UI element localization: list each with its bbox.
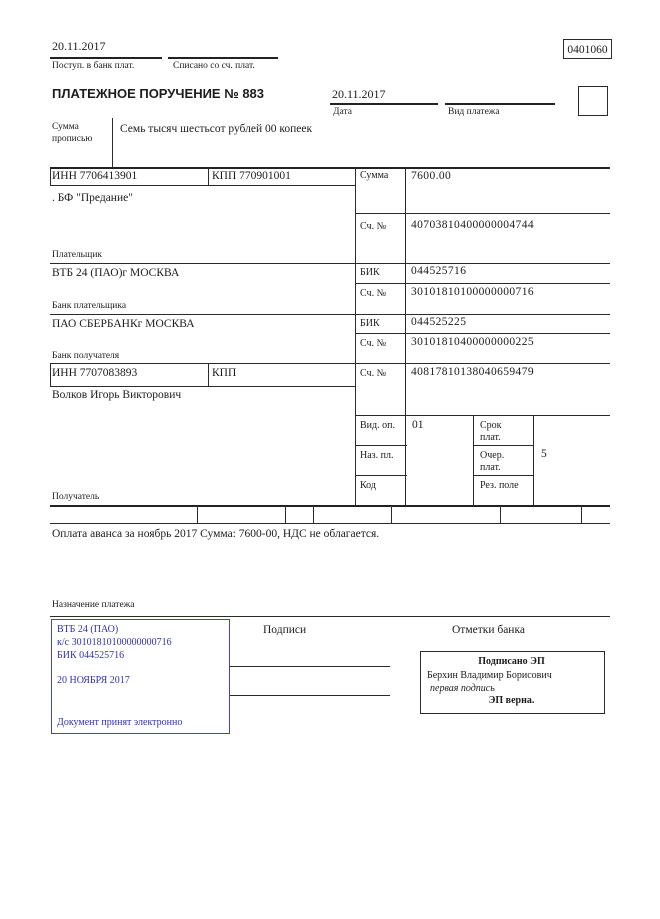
priority-label-line2: плат. [480, 462, 501, 473]
payer-bank-bik-label: БИК [360, 267, 380, 278]
date-underline [330, 103, 438, 105]
table-line [50, 314, 610, 315]
esign-signer-name: Берхин Владимир Борисович [427, 670, 552, 681]
signature-line [230, 666, 390, 667]
debited-from-account-label: Списано со сч. плат. [173, 61, 255, 71]
due-date-label-line2: плат. [480, 432, 501, 443]
esign-first-signature-note: первая подпись [430, 683, 495, 694]
blue-stamp-accepted-note: Документ принят электронно [57, 717, 183, 728]
table-line [50, 363, 51, 386]
payer-kpp: КПП 770901001 [212, 170, 291, 182]
table-line [355, 415, 610, 416]
amount-in-words-label-line1: Сумма [52, 122, 79, 132]
table-line [50, 386, 355, 387]
code-label: Код [360, 480, 376, 491]
beneficiary-bank-section-label: Банк получателя [52, 351, 120, 361]
table-line [473, 415, 474, 505]
table-line [355, 333, 610, 334]
beneficiary-bank-account-label: Сч. № [360, 338, 387, 349]
beneficiary-bank-bik-label: БИК [360, 318, 380, 329]
reserve-field-label: Рез. поле [480, 480, 519, 491]
table-line [473, 445, 534, 446]
table-line [50, 167, 51, 186]
payer-section-label: Плательщик [52, 250, 103, 260]
table-bottom-border [50, 505, 610, 507]
signature-line [230, 695, 390, 696]
table-line [197, 505, 198, 523]
table-line [285, 505, 286, 523]
table-line [391, 505, 392, 523]
amount-label: Сумма [360, 170, 389, 181]
operation-type-label: Вид. оп. [360, 420, 395, 431]
due-date-label-line1: Срок [480, 420, 502, 431]
debited-underline [168, 57, 278, 59]
blue-stamp-date: 20 НОЯБРЯ 2017 [57, 675, 130, 686]
payment-type-underline [445, 103, 555, 105]
table-line [533, 415, 534, 505]
esign-signed-label: Подписано ЭП [478, 656, 545, 667]
table-line [313, 505, 314, 523]
form-code-box [563, 39, 612, 59]
beneficiary-section-label: Получатель [52, 492, 100, 502]
table-line [473, 475, 534, 476]
beneficiary-bank-corr-account: 30101810400000000225 [411, 336, 534, 348]
esign-valid-note: ЭП верна. [488, 695, 535, 706]
table-line [50, 185, 355, 186]
document-date: 20.11.2017 [332, 87, 386, 101]
amount-in-words-divider [112, 118, 113, 168]
bank-marks-label: Отметки банка [452, 624, 525, 636]
table-line [50, 523, 610, 524]
priority-label-line1: Очер. [480, 450, 505, 461]
beneficiary-bank-name: ПАО СБЕРБАНКг МОСКВА [52, 318, 195, 330]
beneficiary-account-label: Сч. № [360, 368, 387, 379]
beneficiary-name: Волков Игорь Викторович [52, 389, 182, 401]
table-line [50, 263, 610, 264]
beneficiary-bank-bik: 044525225 [411, 316, 467, 328]
blue-stamp-bank-name: ВТБ 24 (ПАО) [57, 624, 119, 635]
payer-bank-bik: 044525716 [411, 265, 467, 277]
payment-type-label: Вид платежа [448, 107, 500, 117]
beneficiary-account: 40817810138040659479 [411, 366, 534, 378]
payer-account: 40703810400000004744 [411, 219, 534, 231]
payment-purpose-text: Оплата аванса за ноябрь 2017 Сумма: 7600-00, НДС не облагается. [52, 528, 380, 540]
operation-type-value: 01 [412, 419, 424, 431]
payment-type-box [578, 86, 608, 116]
payment-purpose-label: Назначение платежа [52, 600, 135, 610]
table-line [405, 167, 406, 505]
table-top-border [50, 167, 610, 169]
payer-bank-name: ВТБ 24 (ПАО)г МОСКВА [52, 267, 180, 279]
date-label: Дата [333, 107, 352, 117]
priority-value: 5 [541, 448, 547, 460]
received-in-bank-label: Поступ. в банк плат. [52, 61, 135, 71]
table-line [208, 167, 209, 186]
amount-in-words: Семь тысяч шестьсот рублей 00 копеек [120, 123, 313, 135]
table-line [50, 363, 610, 364]
purpose-code-label: Наз. пл. [360, 450, 394, 461]
table-line [500, 505, 501, 523]
payer-inn: ИНН 7706413901 [52, 170, 138, 182]
received-in-bank-date: 20.11.2017 [52, 39, 106, 53]
table-line [355, 167, 356, 505]
table-line [355, 445, 407, 446]
table-line [355, 475, 407, 476]
payer-bank-section-label: Банк плательщика [52, 301, 127, 311]
purpose-section-rule [50, 616, 610, 617]
payer-name: . БФ "Предание" [52, 192, 133, 204]
page-title: ПЛАТЕЖНОЕ ПОРУЧЕНИЕ № 883 [52, 86, 265, 101]
table-line [355, 283, 610, 284]
amount-value: 7600.00 [411, 170, 452, 182]
payer-account-label: Сч. № [360, 221, 387, 232]
table-line [208, 363, 209, 386]
blue-stamp-corr-account: к/с 30101810100000000716 [57, 637, 172, 648]
amount-in-words-label-line2: прописью [52, 134, 93, 144]
blue-stamp-bik: БИК 044525716 [57, 650, 125, 661]
signatures-label: Подписи [263, 624, 307, 636]
payer-bank-account-label: Сч. № [360, 288, 387, 299]
received-underline [50, 57, 162, 59]
payer-bank-corr-account: 30101810100000000716 [411, 286, 534, 298]
table-line [581, 505, 582, 523]
beneficiary-kpp-label: КПП [212, 367, 237, 379]
beneficiary-inn: ИНН 7707083893 [52, 367, 138, 379]
table-line [355, 213, 610, 214]
form-code: 0401060 [567, 44, 608, 56]
